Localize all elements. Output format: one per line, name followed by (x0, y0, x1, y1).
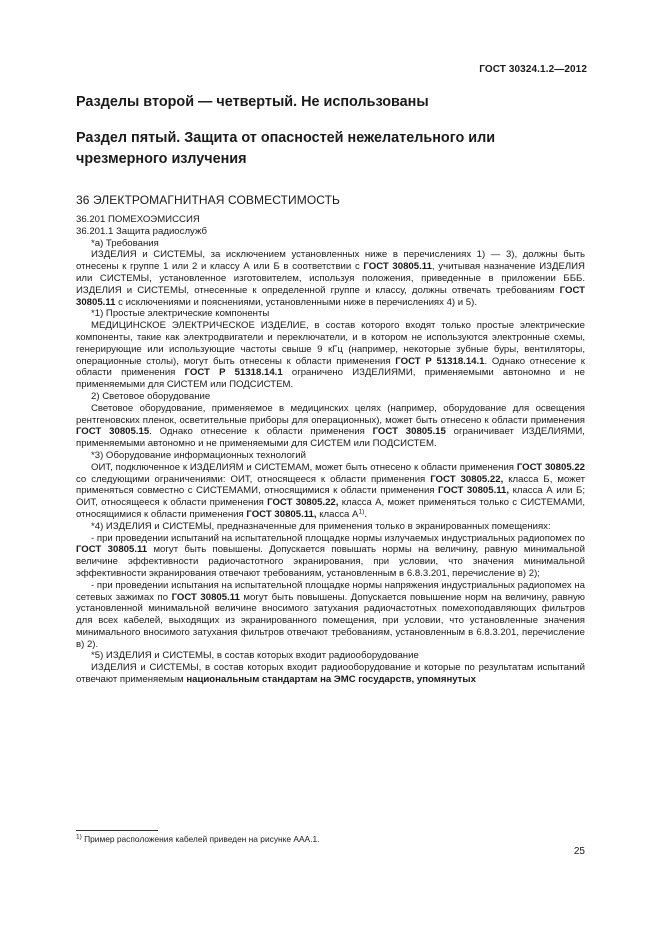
standard-reference: ГОСТ Р 51318.14.1 (184, 367, 283, 379)
text-run: , учитывая назначение ИЗДЕЛИЯ или СИСТЕМЫ, установленное изготовителем, используя положения, приведенные в приложении БББ. ИЗДЕЛИЯ и СИСТЕМЫ, отнесенные к определенной группе и классу, должны отвечать требованиям (76, 261, 585, 296)
footnote-mark: 1) (76, 833, 82, 841)
text-run: ограничено ИЗДЕЛИЯМИ, применяемыми автономно и не применяемыми для СИСТЕМ или ПОДСИСТЕМ. (76, 367, 585, 391)
heading-section-5 (76, 128, 596, 170)
item-5-heading: *5) ИЗДЕЛИЯ и СИСТЕМЫ, в состав которых входит радиооборудование (91, 650, 419, 662)
standard-reference: ГОСТ 30805.22 (516, 461, 585, 473)
text-run: могут быть повышены. Допускается повышение норм на величину, равную установленной минимальной величине вносимого затухания радиочастотных помехоподавляющих фильтров для всех кабелей, выходящих из экранированного помещения, при условии, что установленные значения минимального вносимого затухания фильтров отвечают требованиям, установленным в 6.8.3.201, перечисление в) 2). (76, 591, 585, 650)
item-2-heading: 2) Световое оборудование (91, 390, 211, 402)
clause-36-201: 36.201 ПОМЕХОЭМИССИЯ (76, 214, 200, 225)
footnote-ref: 1) (358, 508, 365, 516)
paragraph-simple-components (76, 320, 585, 391)
paragraph-radio-equipment (76, 662, 585, 686)
paragraph-radiated-limits (76, 533, 585, 580)
item-3-heading: *3) Оборудование информационных технологий (91, 449, 307, 461)
body-text (76, 214, 585, 686)
standard-reference: ГОСТ 30805.22, (267, 497, 339, 509)
item-a-requirements: *а) Требования (91, 237, 159, 249)
standard-reference: ГОСТ 30805.22, (430, 473, 504, 485)
text-run: ограничивает ИЗДЕЛИЯМИ, применяемыми автономно и не применяемыми для СИСТЕМ или ПОДСИСТЕМ. (76, 426, 585, 450)
heading-sections-2-4: Разделы второй — четвертый. Не использованы (76, 94, 429, 110)
text-run: . Однако отнесение к области применения (76, 355, 585, 379)
text-run: класса Б, может применяться совместно с СИСТЕМАМИ, относящимися к области применения (76, 473, 586, 497)
heading-section-5-line1: Раздел пятый. Защита от опасностей нежелательного или (76, 130, 496, 146)
text-run: ОИТ, подключенное к ИЗДЕЛИЯМ и СИСТЕМАМ, может быть отнесено к области применения (91, 461, 517, 473)
standard-reference: ГОСТ 30805.11 (363, 261, 432, 273)
text-run: ИЗДЕЛИЯ и СИСТЕМЫ, в состав которых входит радиооборудование и которые по результатам испытаний отвечают применяемым (76, 662, 585, 686)
page-number: 25 (573, 846, 585, 857)
text-run: могут быть повышены. Допускается повышать нормы на величину, равную минимальной величине эффективности радиочастотного экранирования, при условии, что значения минимальной эффективности экранирования отвечают требованиям, установленным в 6.8.3.201, перечисление в) 2); (76, 544, 585, 579)
standard-number: ГОСТ 30324.1.2—2012 (479, 64, 587, 75)
standard-reference: ГОСТ 30805.11, (246, 508, 317, 520)
standard-reference: ГОСТ 30805.15 (76, 426, 150, 438)
paragraph-lighting (76, 403, 585, 450)
paragraph-requirements (76, 249, 585, 308)
text-run: с исключениями и пояснениями, установленными ниже в перечислениях 4) и 5). (115, 296, 477, 308)
heading-clause-36: 36 ЭЛЕКТРОМАГНИТНАЯ СОВМЕСТИМОСТЬ (76, 193, 341, 207)
item-1-heading: *1) Простые электрические компоненты (91, 308, 270, 320)
text-run: класса А, может применяться только с СИСТЕМАМИ, относящимися к области применения (76, 497, 585, 520)
standard-reference: ГОСТ 30805.15 (372, 426, 446, 438)
standard-reference: ГОСТ 30805.11 (76, 544, 148, 556)
paragraph-conducted-limits (76, 580, 585, 651)
text-run: со следующими ограничениями: ОИТ, относящееся к области применения (76, 473, 431, 485)
text-run: класса А (316, 508, 359, 520)
footnote-text: Пример расположения кабелей приведен на рисунке ААА.1. (84, 834, 320, 844)
clause-36-201-1: 36.201.1 Защита радиослужб (76, 225, 207, 237)
footnote-separator (76, 830, 158, 831)
paragraph-it-equipment (76, 462, 585, 521)
footnote (76, 834, 319, 844)
text-run: Световое оборудование, применяемое в медицинских целях (например, оборудование для освещения рентгеновских пленок, осветительные приборы для операционных), может быть отнесено к области применения (76, 402, 585, 426)
text-run: класса А или Б; ОИТ, относящееся к области применения (76, 485, 585, 509)
standard-reference: ГОСТ 30805.11, (438, 485, 510, 497)
text-run: - при проведении испытаний на испытательной площадке нормы излучаемых индустриальных радиопомех по (91, 532, 585, 544)
standard-reference: ГОСТ 30805.11 (76, 284, 585, 308)
standard-reference: национальным стандартам на ЭМС государств, упомянутых (186, 674, 476, 686)
text-run: . (364, 508, 367, 520)
heading-section-5-line2: чрезмерного излучения (76, 151, 247, 167)
standard-reference: ГОСТ 30805.11 (171, 591, 240, 603)
standard-reference: ГОСТ Р 51318.14.1 (395, 355, 485, 367)
text-run: - при проведении испытания на испытательной площадке нормы напряжения индустриальных радиопомех на сетевых зажимах по (76, 579, 585, 603)
item-4-heading: *4) ИЗДЕЛИЯ и СИСТЕМЫ, предназначенные для применения только в экранированных помещениях: (91, 520, 551, 532)
text-run: ИЗДЕЛИЯ и СИСТЕМЫ, за исключением установленных ниже в перечислениях 1) — 3), должны быть отнесены к группе 1 или 2 и классу А или Б в соответствии с (76, 249, 585, 273)
text-run: . Однако отнесение к области применения (149, 426, 373, 438)
text-run: МЕДИЦИНСКОЕ ЭЛЕКТРИЧЕСКОЕ ИЗДЕЛИЕ, в состав которого входят только простые электрические компоненты, такие как электродвигатели и переключатели, и в котором не используются электронные схемы, генерирующие или использующие частоты свыше 9 кГц (например, некоторые зубные буры, вентиляторы, операционные столы), могут быть отнесены к области применения (76, 320, 585, 367)
